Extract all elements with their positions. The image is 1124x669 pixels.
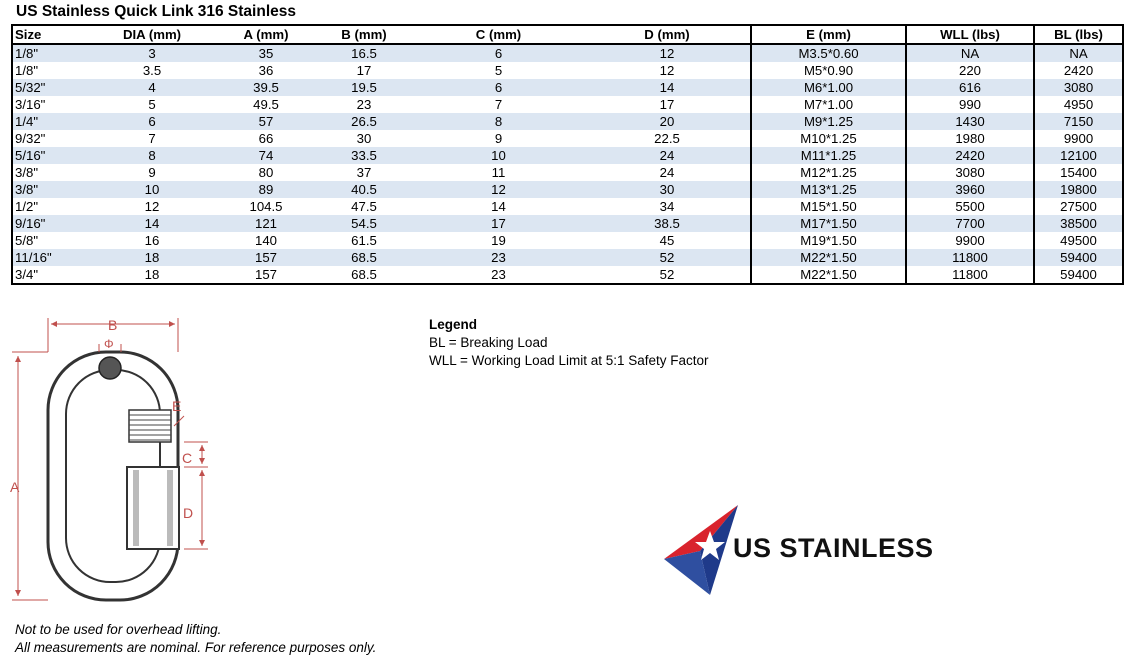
- table-cell: 5/16": [12, 147, 87, 164]
- table-row: [12, 266, 1123, 284]
- table-row: [12, 62, 1123, 79]
- table-row: [12, 232, 1123, 249]
- table-cell: 15400: [1060, 165, 1097, 180]
- dimension-label-c: C: [182, 450, 193, 466]
- table-cell: 1/4": [12, 113, 87, 130]
- table-cell: 5/32": [12, 79, 87, 96]
- legend: [429, 316, 709, 370]
- table-cell: M12*1.25: [751, 164, 906, 181]
- table-cell: 4950: [1063, 97, 1094, 112]
- table-cell: 17: [413, 215, 584, 232]
- legend-item-bl: BL = Breaking Load: [429, 335, 548, 350]
- table-cell: 7700: [906, 215, 1034, 232]
- table-cell: 30: [356, 131, 372, 146]
- table-cell: 2420: [1063, 63, 1094, 78]
- table-cell: 9/16": [12, 215, 87, 232]
- table-row: [12, 79, 1123, 96]
- table-cell: 12: [584, 62, 751, 79]
- table-cell: 52: [584, 266, 751, 284]
- table-cell: 23: [356, 97, 372, 112]
- dimension-label-a: A: [10, 479, 20, 495]
- table-cell: 10: [413, 147, 584, 164]
- column-header: Size: [12, 25, 87, 44]
- table-cell: 1430: [906, 113, 1034, 130]
- table-cell: 19.5: [315, 79, 413, 96]
- table-cell: 30: [584, 181, 751, 198]
- table-cell: 140: [254, 233, 277, 248]
- table-cell: 5500: [906, 198, 1034, 215]
- note-overhead-lifting: Not to be used for overhead lifting.: [15, 622, 222, 637]
- table-cell: 49500: [1060, 233, 1097, 248]
- table-cell: M22*1.50: [751, 266, 906, 284]
- table-cell: 19: [491, 233, 506, 248]
- table-cell: 220: [906, 62, 1034, 79]
- column-header: WLL (lbs): [906, 25, 1034, 44]
- table-cell: 8: [87, 147, 217, 164]
- page-title: US Stainless Quick Link 316 Stainless: [16, 3, 296, 20]
- table-cell: 38500: [1034, 215, 1123, 232]
- table-cell: 5/8": [15, 233, 39, 248]
- table-cell: 34: [584, 198, 751, 215]
- table-cell: M22*1.50: [751, 249, 906, 266]
- table-cell: 9900: [906, 232, 1034, 249]
- column-header: DIA (mm): [87, 25, 217, 44]
- table-cell: 16.5: [315, 44, 413, 62]
- dimension-label-b: B: [108, 317, 118, 333]
- table-cell: 24: [584, 164, 751, 181]
- table-cell: 23: [413, 249, 584, 266]
- table-cell: 157: [254, 267, 277, 282]
- table-body: [12, 44, 1123, 284]
- table-cell: 18: [144, 267, 160, 282]
- table-cell: 616: [906, 79, 1034, 96]
- table-cell: 10: [87, 181, 217, 198]
- column-header: BL (lbs): [1034, 25, 1123, 44]
- column-header: E (mm): [751, 25, 906, 44]
- footnotes: [15, 621, 376, 657]
- table-cell: 11/16": [12, 249, 87, 266]
- table-cell: 7: [494, 97, 503, 112]
- table-row: [12, 198, 1123, 215]
- column-header: D (mm): [584, 25, 751, 44]
- table-cell: 990: [906, 96, 1034, 113]
- table-cell: 5: [494, 63, 503, 78]
- table-cell: 8: [413, 113, 584, 130]
- table-cell: 14: [584, 79, 751, 96]
- table-cell: NA: [906, 44, 1034, 62]
- table-cell: 40.5: [315, 181, 413, 198]
- table-cell: 6: [87, 113, 217, 130]
- table-cell: 17: [356, 63, 372, 78]
- table-cell: 89: [217, 181, 315, 198]
- table-cell: 3/8": [12, 181, 87, 198]
- table-header-row: [12, 25, 1123, 44]
- table-cell: 3960: [906, 181, 1034, 198]
- table-cell: M19*1.50: [751, 232, 906, 249]
- table-cell: 1980: [906, 130, 1034, 147]
- table-cell: 20: [584, 113, 751, 130]
- table-cell: 4: [87, 79, 217, 96]
- table-cell: 11800: [906, 249, 1034, 266]
- table-row: [12, 113, 1123, 130]
- brand-logo-mark: [662, 503, 742, 603]
- table-cell: 157: [217, 249, 315, 266]
- dimension-label-d: D: [183, 505, 194, 521]
- table-cell: 26.5: [315, 113, 413, 130]
- table-row: [12, 215, 1123, 232]
- table-row: [12, 164, 1123, 181]
- table-cell: 35: [217, 44, 315, 62]
- table-cell: 3080: [906, 164, 1034, 181]
- table-cell: M15*1.50: [751, 198, 906, 215]
- table-cell: M10*1.25: [751, 130, 906, 147]
- table-cell: 9900: [1063, 131, 1094, 146]
- dimension-label-e: E: [172, 398, 182, 414]
- table-cell: 14: [87, 215, 217, 232]
- table-cell: 9: [148, 165, 156, 180]
- dimension-label-phi: Φ: [104, 337, 114, 351]
- table-cell: 3: [87, 44, 217, 62]
- table-row: [12, 130, 1123, 147]
- table-cell: 22.5: [584, 130, 751, 147]
- table-cell: 54.5: [315, 215, 413, 232]
- table-cell: 66: [258, 131, 274, 146]
- table-cell: 11800: [906, 266, 1034, 284]
- table-row: [12, 181, 1123, 198]
- legend-heading: Legend: [429, 317, 478, 332]
- table-cell: 1/8": [15, 63, 39, 78]
- table-cell: 5: [148, 97, 156, 112]
- table-cell: 61.5: [351, 233, 377, 248]
- table-cell: 59400: [1034, 249, 1123, 266]
- table-cell: 11: [491, 165, 506, 180]
- table-cell: 49.5: [253, 97, 279, 112]
- table-cell: 37: [356, 165, 372, 180]
- table-cell: 104.5: [249, 199, 283, 214]
- table-cell: 38.5: [584, 215, 751, 232]
- table-cell: 36: [258, 63, 274, 78]
- table-cell: M3.5*0.60: [751, 44, 906, 62]
- table-cell: M11*1.25: [751, 147, 906, 164]
- table-cell: 18: [87, 249, 217, 266]
- table-cell: 2420: [906, 147, 1034, 164]
- table-cell: 24: [584, 147, 751, 164]
- table-cell: 3.5: [142, 63, 162, 78]
- table-cell: 80: [258, 165, 274, 180]
- table-cell: 47.5: [351, 199, 377, 214]
- table-cell: 12100: [1034, 147, 1123, 164]
- table-cell: 39.5: [217, 79, 315, 96]
- spec-table: [11, 24, 1124, 285]
- column-header: A (mm): [217, 25, 315, 44]
- table-cell: 68.5: [315, 249, 413, 266]
- table-cell: 23: [491, 267, 506, 282]
- table-cell: M9*1.25: [751, 113, 906, 130]
- table-cell: 45: [584, 232, 751, 249]
- table-row: [12, 147, 1123, 164]
- table-cell: 52: [584, 249, 751, 266]
- table-cell: 3080: [1034, 79, 1123, 96]
- table-cell: 12: [144, 199, 160, 214]
- table-cell: 9: [494, 131, 503, 146]
- column-header: C (mm): [413, 25, 584, 44]
- table-row: [12, 96, 1123, 113]
- table-cell: 1/2": [15, 199, 39, 214]
- table-cell: 121: [217, 215, 315, 232]
- table-cell: 7150: [1034, 113, 1123, 130]
- table-cell: 27500: [1060, 199, 1097, 214]
- table-cell: 57: [217, 113, 315, 130]
- brand-logo-text: US STAINLESS: [733, 533, 934, 563]
- table-cell: M17*1.50: [751, 215, 906, 232]
- table-row: [12, 44, 1123, 62]
- table-cell: 6: [413, 44, 584, 62]
- table-row: [12, 249, 1123, 266]
- table-cell: M13*1.25: [751, 181, 906, 198]
- table-cell: 12: [584, 44, 751, 62]
- table-cell: NA: [1034, 44, 1123, 62]
- table-cell: 14: [491, 199, 506, 214]
- table-cell: 1/8": [12, 44, 87, 62]
- table-cell: 16: [144, 233, 160, 248]
- table-cell: 9/32": [15, 131, 46, 146]
- table-cell: 17: [584, 96, 751, 113]
- quick-link-diagram: [8, 312, 218, 617]
- note-nominal-measurements: All measurements are nominal. For reference purposes only.: [15, 640, 377, 655]
- table-cell: 74: [217, 147, 315, 164]
- table-cell: 3/4": [15, 267, 39, 282]
- table-cell: 33.5: [315, 147, 413, 164]
- table-cell: M5*0.90: [751, 62, 906, 79]
- wire-section: [99, 357, 121, 379]
- table-cell: 12: [413, 181, 584, 198]
- table-cell: M7*1.00: [751, 96, 906, 113]
- table-cell: 19800: [1034, 181, 1123, 198]
- table-cell: 3/8": [15, 165, 39, 180]
- column-header: B (mm): [315, 25, 413, 44]
- table-cell: M6*1.00: [751, 79, 906, 96]
- table-cell: 3/16": [15, 97, 46, 112]
- table-cell: 68.5: [351, 267, 377, 282]
- table-cell: 7: [148, 131, 156, 146]
- table-cell: 59400: [1060, 267, 1097, 282]
- table-cell: 6: [413, 79, 584, 96]
- legend-item-wll: WLL = Working Load Limit at 5:1 Safety Factor: [429, 353, 709, 368]
